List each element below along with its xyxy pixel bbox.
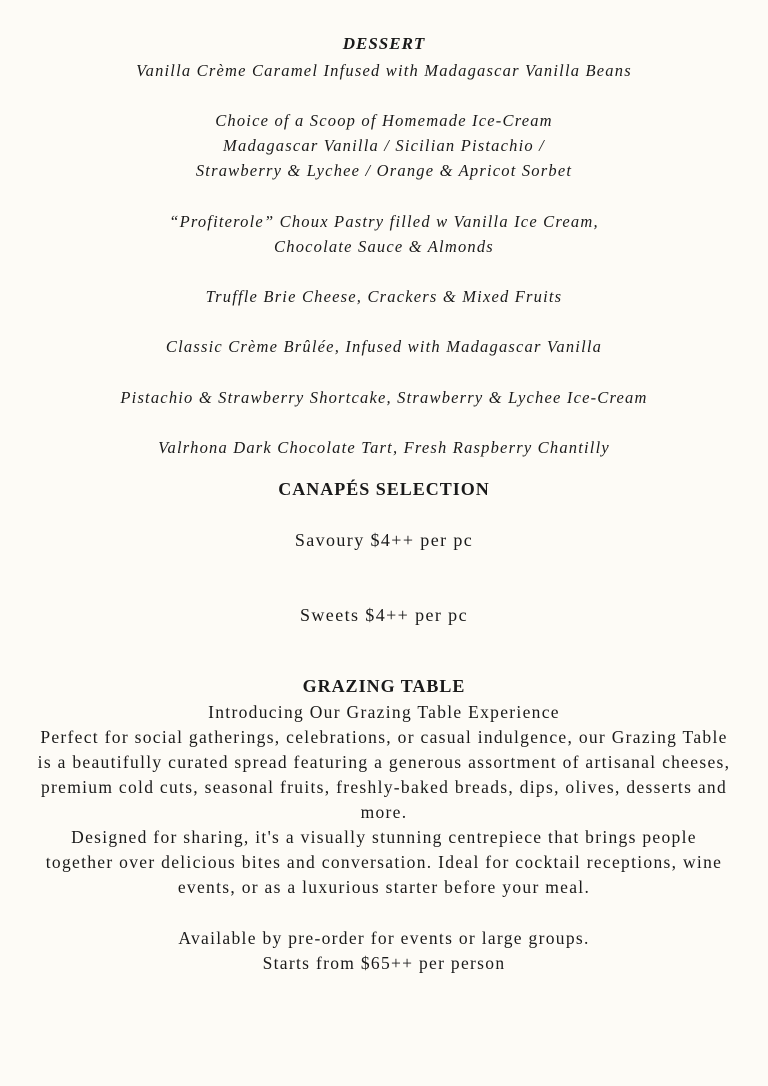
paragraph-line: more. — [360, 802, 408, 822]
dessert-heading: DESSERT — [342, 34, 426, 53]
canapes-heading: CANAPÉS SELECTION — [278, 479, 490, 499]
dessert-item — [0, 284, 768, 309]
dessert-item — [0, 435, 768, 460]
paragraph-line: Perfect for social gatherings, celebrations, or casual indulgence, our Grazing Table — [40, 727, 728, 747]
canapes-savoury: Savoury $4++ per pc — [294, 530, 474, 550]
grazing-availability: Available by pre-order for events or large groups. — [178, 928, 590, 948]
dessert-item — [0, 209, 768, 259]
canapes-sweets: Sweets $4++ per pc — [300, 605, 468, 625]
dessert-item-line: Madagascar Vanilla / Sicilian Pistachio / — [223, 136, 545, 155]
grazing-paragraph-2 — [0, 825, 768, 900]
dessert-item — [0, 108, 768, 183]
dessert-item-line: Vanilla Crème Caramel Infused with Madagascar Vanilla Beans — [136, 61, 632, 80]
dessert-item-line: Classic Crème Brûlée, Infused with Madagascar Vanilla — [165, 337, 603, 356]
paragraph-line: Designed for sharing, it's a visually stunning centrepiece that brings people — [71, 827, 697, 847]
dessert-item-line: Strawberry & Lychee / Orange & Apricot Sorbet — [195, 161, 573, 180]
dessert-item-line: Valrhona Dark Chocolate Tart, Fresh Raspberry Chantilly — [158, 438, 610, 457]
dessert-item — [0, 58, 768, 83]
grazing-price: Starts from $65++ per person — [262, 953, 506, 973]
paragraph-line: together over delicious bites and conversation. Ideal for cocktail receptions, wine — [45, 852, 723, 872]
dessert-item-line: “Profiterole” Choux Pastry filled w Vanilla Ice Cream, — [169, 212, 599, 231]
dessert-item — [0, 334, 768, 359]
dessert-item — [0, 385, 768, 410]
grazing-intro: Introducing Our Grazing Table Experience — [208, 702, 560, 722]
dessert-item-line: Pistachio & Strawberry Shortcake, Strawberry & Lychee Ice-Cream — [120, 388, 648, 407]
dessert-item-line: Truffle Brie Cheese, Crackers & Mixed Fruits — [205, 287, 563, 306]
grazing-heading: GRAZING TABLE — [302, 676, 466, 696]
dessert-item-line: Choice of a Scoop of Homemade Ice-Cream — [215, 111, 553, 130]
grazing-paragraph-1 — [0, 725, 768, 825]
dessert-item-line: Chocolate Sauce & Almonds — [274, 237, 494, 256]
paragraph-line: premium cold cuts, seasonal fruits, freshly-baked breads, dips, olives, desserts and — [40, 777, 728, 797]
paragraph-line: is a beautifully curated spread featuring a generous assortment of artisanal cheeses, — [37, 752, 731, 772]
paragraph-line: events, or as a luxurious starter before your meal. — [177, 877, 591, 897]
